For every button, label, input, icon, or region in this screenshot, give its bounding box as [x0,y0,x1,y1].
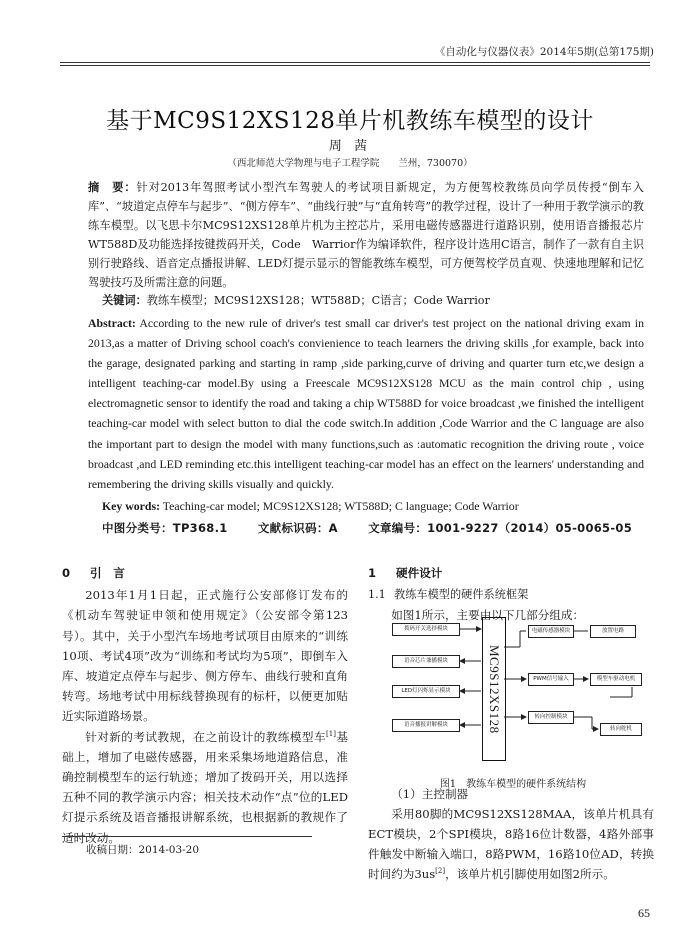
voice-chip-module: 语音芯片兼播模块 [392,655,460,668]
abstract-en-text: According to the new rule of driver's test small car driver's test project on the national driving exam in 2013,as a matter of Driving school coach's convienience to teach learners the driving skills ,for example, back into the garage, designated parking and starting in ramp ,side parking,curve of driving and quarter turn etc,we design a intelligent teaching-car model.By using a Freescale MC9S12XS128 MCU as the main control chip , using electromagnetic sensor to identify the road and taking a chip WT588D for voice broadcast ,we finished the intelligent teaching-car model with select button to dial the code switch.In addition ,Code Warrior and the C language are also the important part to design the model with many functions,such as :automatic recognition the driving route , voice broadcast ,and LED reminding etc.this intelligent teaching-car model has an effect on the learners' understanding and remembering the driving skills visually and quickly. [88,316,644,491]
clc-number: 中图分类号：TP368.1 [102,521,228,535]
citation-ref-1: [1] [326,729,336,738]
abstract-en-label: Abstract: [88,316,136,330]
keywords-cn-label: 关键词： [102,293,147,307]
mcu-label: MC9S12XS128 [487,644,502,734]
keywords-cn [102,291,642,310]
header-rule-thin [60,65,650,66]
figure-intro-text: 如图1所示，主要由以下几部分组成： [391,608,585,623]
keywords-en-text: Teaching-car model; MC9S12XS128; WT588D; C language; Code Warrior [162,499,519,513]
abstract-cn-text: 针对2013年驾照考试小型汽车驾驶人的考试项目新规定，为方便驾校教练员向学员传授“倒车入库”、“坡道定点停车与起步”、“侧方停车”、“曲线行驶”与“直角转弯”的教学过程，设计了一种用于教学演示的教练车模型。以飞思卡尔MC9S12XS128单片机为主控芯片，采用电磁传感器进行道路识别，使用语音播报芯片WT588D及功能选择按键拨码开关，Code Warrior作为编译软件，程序设计选用C语言，制作了一款有自主识别行驶路线、语音定点播报讲解、LED灯提示显示的智能教练车模型，可方便驾校学员直观、快速地理解和记忆驾驶技巧及所需注意的问题。 [88,181,644,289]
received-date: 收稿日期：2014-03-20 [86,844,200,856]
voice-broadcast-module: 语音播报讲解模块 [392,719,460,732]
led-display-module: LED灯闪烁显示模块 [392,685,460,698]
left-column [62,563,348,848]
intro-paragraph-2 [62,727,348,848]
subsection-1-1-heading [368,585,654,605]
amplifier-circuit: 放置电路 [590,625,636,638]
abstract-cn [88,178,644,292]
page-number: 65 [638,906,650,920]
classification-line [102,520,662,536]
document-code: 文献标识码：A [257,521,338,535]
mcu-description-a: 采用80脚的MC9S12XS128MAA，该单片机具有ECT模块，2个SPI模块，8路16位计数器，4路外部事件触发中断输入端口，8路PWM，16路10位AD，转换时间约为3us [368,806,654,882]
author: 周 茜 [328,139,372,154]
intro-paragraph-2-b: 基础上，增加了电磁传感器，用来采集场地道路信息，准确控制模型车的运行轨迹；增加了拨码开关，用以选择五种不同的教学演示内容；相关技术动作“点”位的LED灯提示系统及语音播报讲解系统，也根据新的教规作了适时改动。 [62,729,348,845]
steering-servo: 转向舵机 [600,723,642,736]
item-main-controller: （1）主控制器 [391,786,469,801]
affiliation: （西北师范大学物理与电子工程学院 兰州，730070） [227,158,473,169]
section-0-title: 引 言 [90,566,125,580]
mcu-block [482,617,506,761]
figure-1-caption: 图1 教练车模型的硬件系统结构 [439,779,587,790]
figure-1-hardware-diagram [392,617,654,769]
electromagnetic-sensor-module: 电磁传感器模块 [528,625,574,638]
mcu-description-b: ，该单片机引脚使用如图2所示。 [445,867,615,882]
section-1-title: 硬件设计 [396,566,443,580]
citation-ref-2: [2] [435,867,446,876]
steering-control-module: 转向控制模块 [528,711,574,724]
section-1-number: 1 [368,566,377,580]
subsection-1-1-title: 教练车模型的硬件系统框架 [394,588,529,602]
keywords-en [102,499,642,514]
keywords-en-label: Key words: [102,499,160,513]
footnote-rule [62,836,312,837]
article-number: 文章编号：1001-9227（2014）05-0065-05 [368,521,633,535]
section-1-heading [368,563,654,583]
subsection-1-1-number: 1.1 [368,588,386,602]
dip-switch-module: 拨码开关选择模块 [392,623,460,636]
header-rule [60,62,650,63]
paper-title: 基于MC9S12XS128单片机教练车模型的设计 [106,108,594,134]
drive-motor: 模型车驱动电机 [590,673,642,686]
intro-paragraph-2-a: 针对新的考试教规，在之前设计的教练模型车 [85,729,327,744]
section-0-number: 0 [62,566,71,580]
section-0-heading [62,563,348,583]
abstract-cn-label: 摘 要： [88,180,137,194]
abstract-en [88,313,644,494]
mcu-description [368,804,654,885]
running-header: 《自动化与仪器仪表》2014年5期(总第175期) [434,46,654,58]
pwm-signal-input: PWM信号输入 [528,673,574,686]
intro-paragraph-1: 2013年1月1日起，正式施行公安部修订发布的《机动车驾驶证申领和使用规定》（公安部令第123号）。其中，关于小型汽车场地考试项目由原来的“训练10项、考试4项”改为“训练和考试均为5项”，即倒车入库、坡道定点停车与起步、侧方停车、曲线行驶和直角转弯。场地考试中用标线替换现有的标杆，以便更加贴近实际道路场景。 [62,588,348,724]
keywords-cn-text: 教练车模型；MC9S12XS128；WT588D；C语言；Code Warrior [146,294,490,307]
